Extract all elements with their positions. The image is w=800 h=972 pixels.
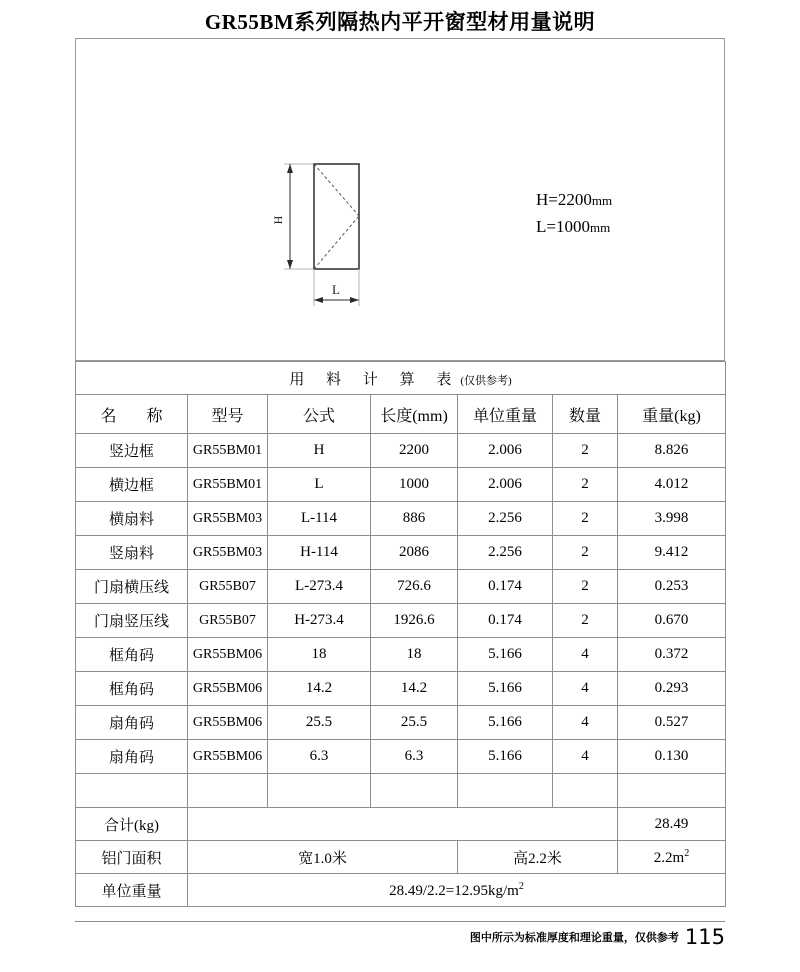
cell-quantity: 2 <box>553 570 618 604</box>
cell-weight: 0.670 <box>618 604 726 638</box>
cell-length: 2086 <box>371 536 458 570</box>
unit-weight-expression: 28.49/2.2=12.95kg/m <box>389 882 519 899</box>
cell-name: 门扇竖压线 <box>76 604 188 638</box>
dimension-height <box>536 187 612 214</box>
header-name: 名 称 <box>76 395 188 434</box>
table-row <box>76 706 726 740</box>
table-row <box>76 536 726 570</box>
cell-name: 竖扇料 <box>76 536 188 570</box>
cell-formula: L-114 <box>268 502 371 536</box>
cell-length: 1000 <box>371 468 458 502</box>
table-row <box>76 638 726 672</box>
total-row <box>76 808 726 841</box>
cell-quantity: 2 <box>553 604 618 638</box>
footer-divider <box>75 921 725 922</box>
header-quantity: 数量 <box>553 395 618 434</box>
table-caption-main: 用 料 计 算 表 <box>289 371 461 388</box>
cell-formula: 14.2 <box>268 672 371 706</box>
table-row <box>76 604 726 638</box>
footer-note-text: 图中所示为标准厚度和理论重量，仅供参考 <box>469 931 679 944</box>
cell-model: GR55B07 <box>188 570 268 604</box>
area-width-value: 宽1.0米 <box>188 841 458 874</box>
total-label: 合计(kg) <box>76 808 188 841</box>
cell-empty <box>458 774 553 808</box>
unit-weight-label: 单位重量 <box>76 874 188 907</box>
cell-weight: 0.372 <box>618 638 726 672</box>
cell-length: 1926.6 <box>371 604 458 638</box>
cell-formula: 25.5 <box>268 706 371 740</box>
cell-formula: H-114 <box>268 536 371 570</box>
cell-empty <box>371 774 458 808</box>
cell-length: 6.3 <box>371 740 458 774</box>
dimension-values <box>536 187 612 241</box>
dimension-width-value: L=1000 <box>536 217 590 236</box>
cell-length: 18 <box>371 638 458 672</box>
cell-formula: H <box>268 434 371 468</box>
area-total-exponent: 2 <box>684 847 690 859</box>
cell-formula: 6.3 <box>268 740 371 774</box>
footer <box>470 925 725 949</box>
cell-name: 横扇料 <box>76 502 188 536</box>
area-height-value: 高2.2米 <box>458 841 618 874</box>
cell-unit-weight: 0.174 <box>458 570 553 604</box>
cell-name: 横边框 <box>76 468 188 502</box>
cell-weight: 4.012 <box>618 468 726 502</box>
table-row <box>76 740 726 774</box>
header-model: 型号 <box>188 395 268 434</box>
cell-quantity: 2 <box>553 536 618 570</box>
cell-formula: H-273.4 <box>268 604 371 638</box>
table-row <box>76 672 726 706</box>
cell-model: GR55BM06 <box>188 672 268 706</box>
cell-formula: L-273.4 <box>268 570 371 604</box>
cell-unit-weight: 2.006 <box>458 468 553 502</box>
cell-empty <box>618 774 726 808</box>
cell-unit-weight: 5.166 <box>458 638 553 672</box>
cell-model: GR55BM03 <box>188 502 268 536</box>
width-label: L <box>332 282 340 297</box>
cell-weight: 8.826 <box>618 434 726 468</box>
cell-name: 门扇横压线 <box>76 570 188 604</box>
cell-unit-weight: 5.166 <box>458 672 553 706</box>
dimension-width <box>536 214 612 241</box>
table-caption <box>76 362 726 395</box>
table-row <box>76 502 726 536</box>
area-total-number: 2.2 <box>653 849 673 866</box>
cell-quantity: 2 <box>553 434 618 468</box>
header-length: 长度(mm) <box>371 395 458 434</box>
dimension-height-unit: mm <box>591 193 613 208</box>
cell-model: GR55BM03 <box>188 536 268 570</box>
cell-weight: 0.130 <box>618 740 726 774</box>
cell-name: 框角码 <box>76 672 188 706</box>
cell-quantity: 2 <box>553 502 618 536</box>
cell-weight: 0.253 <box>618 570 726 604</box>
table-header-row <box>76 395 726 434</box>
total-spacer <box>188 808 618 841</box>
table-caption-row <box>76 362 726 395</box>
cell-length: 25.5 <box>371 706 458 740</box>
cell-empty <box>76 774 188 808</box>
table-row <box>76 434 726 468</box>
material-calculation-table-container <box>75 361 725 907</box>
area-total-unit: m <box>672 849 685 866</box>
cell-name: 扇角码 <box>76 740 188 774</box>
table-caption-sub: (仅供参考) <box>460 374 512 387</box>
cell-model: GR55BM06 <box>188 706 268 740</box>
header-unit-weight: 单位重量 <box>458 395 553 434</box>
cell-formula: 18 <box>268 638 371 672</box>
cell-model: GR55BM06 <box>188 638 268 672</box>
cell-model: GR55BM01 <box>188 434 268 468</box>
table-row <box>76 570 726 604</box>
cell-empty <box>553 774 618 808</box>
cell-name: 竖边框 <box>76 434 188 468</box>
unit-weight-exponent: 2 <box>518 880 524 892</box>
cell-model: GR55BM06 <box>188 740 268 774</box>
table-row-empty <box>76 774 726 808</box>
cell-length: 886 <box>371 502 458 536</box>
cell-quantity: 4 <box>553 672 618 706</box>
cell-weight: 0.293 <box>618 672 726 706</box>
cell-quantity: 4 <box>553 638 618 672</box>
area-label: 铝门面积 <box>76 841 188 874</box>
header-weight: 重量(kg) <box>618 395 726 434</box>
cell-unit-weight: 2.256 <box>458 502 553 536</box>
total-value: 28.49 <box>618 808 726 841</box>
cell-model: GR55BM01 <box>188 468 268 502</box>
cell-quantity: 4 <box>553 740 618 774</box>
cell-weight: 0.527 <box>618 706 726 740</box>
cell-unit-weight: 0.174 <box>458 604 553 638</box>
diagram-frame <box>75 38 725 361</box>
unit-weight-row <box>76 874 726 907</box>
cell-weight: 9.412 <box>618 536 726 570</box>
cell-quantity: 4 <box>553 706 618 740</box>
cell-empty <box>268 774 371 808</box>
dimension-height-value: H=2200 <box>536 190 592 209</box>
window-elevation-diagram <box>206 114 416 314</box>
cell-length: 2200 <box>371 434 458 468</box>
cell-unit-weight: 2.006 <box>458 434 553 468</box>
page-number: 115 <box>684 925 725 949</box>
height-label: H <box>271 215 285 225</box>
cell-formula: L <box>268 468 371 502</box>
cell-length: 14.2 <box>371 672 458 706</box>
cell-unit-weight: 2.256 <box>458 536 553 570</box>
cell-name: 框角码 <box>76 638 188 672</box>
area-total-value <box>618 841 726 874</box>
cell-empty <box>188 774 268 808</box>
table-row <box>76 468 726 502</box>
cell-name: 扇角码 <box>76 706 188 740</box>
cell-unit-weight: 5.166 <box>458 706 553 740</box>
cell-model: GR55B07 <box>188 604 268 638</box>
cell-weight: 3.998 <box>618 502 726 536</box>
area-row <box>76 841 726 874</box>
page-title: GR55BM系列隔热内平开窗型材用量说明 <box>204 10 596 34</box>
cell-quantity: 2 <box>553 468 618 502</box>
cell-unit-weight: 5.166 <box>458 740 553 774</box>
dimension-width-unit: mm <box>589 220 611 235</box>
material-calculation-table <box>75 361 726 907</box>
cell-length: 726.6 <box>371 570 458 604</box>
header-formula: 公式 <box>268 395 371 434</box>
unit-weight-value <box>188 874 726 907</box>
